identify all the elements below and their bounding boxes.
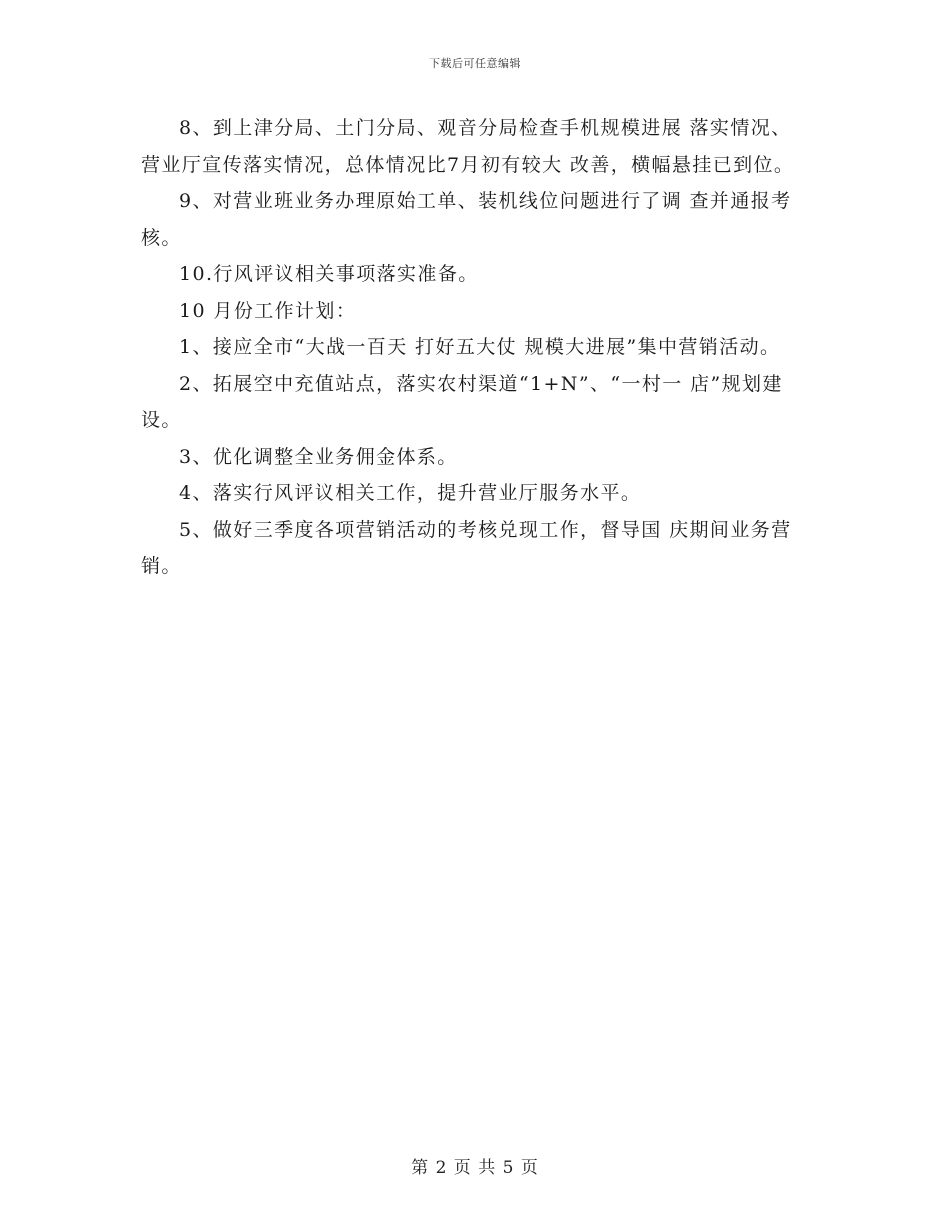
plan-item-2: 2、拓展空中充值站点，落实农村渠道“1+N”、“一村一 店”规划建设。 <box>141 372 783 431</box>
plan-item-5: 5、做好三季度各项营销活动的考核兑现工作，督导国 庆期间业务营销。 <box>141 518 792 577</box>
plan-item-1: 1、接应全市“大战一百天 打好五大仗 规模大进展”集中营销活动。 <box>179 336 781 358</box>
plan-item-3: 3、优化调整全业务佣金体系。 <box>179 445 458 468</box>
plan-heading: 10 月份工作计划： <box>179 299 357 322</box>
plan-item-4: 4、落实行风评议相关工作，提升营业厅服务水平。 <box>179 482 642 504</box>
download-note: 下载后可任意编辑 <box>429 57 521 70</box>
paragraph-item-10: 10.行风评议相关事项落实准备。 <box>179 263 479 285</box>
document-body <box>141 110 811 585</box>
paragraph-item-8: 8、到上津分局、土门分局、观音分局检查手机规模进展 落实情况、营业厅宣传落实情况，总体情况比7月初有较大 改善，横幅悬挂已到位。 <box>141 117 795 176</box>
page-number: 第 2 页 共 5 页 <box>411 1158 539 1178</box>
paragraph-item-9: 9、对营业班业务办理原始工单、装机线位问题进行了调 查并通报考核。 <box>141 190 792 249</box>
